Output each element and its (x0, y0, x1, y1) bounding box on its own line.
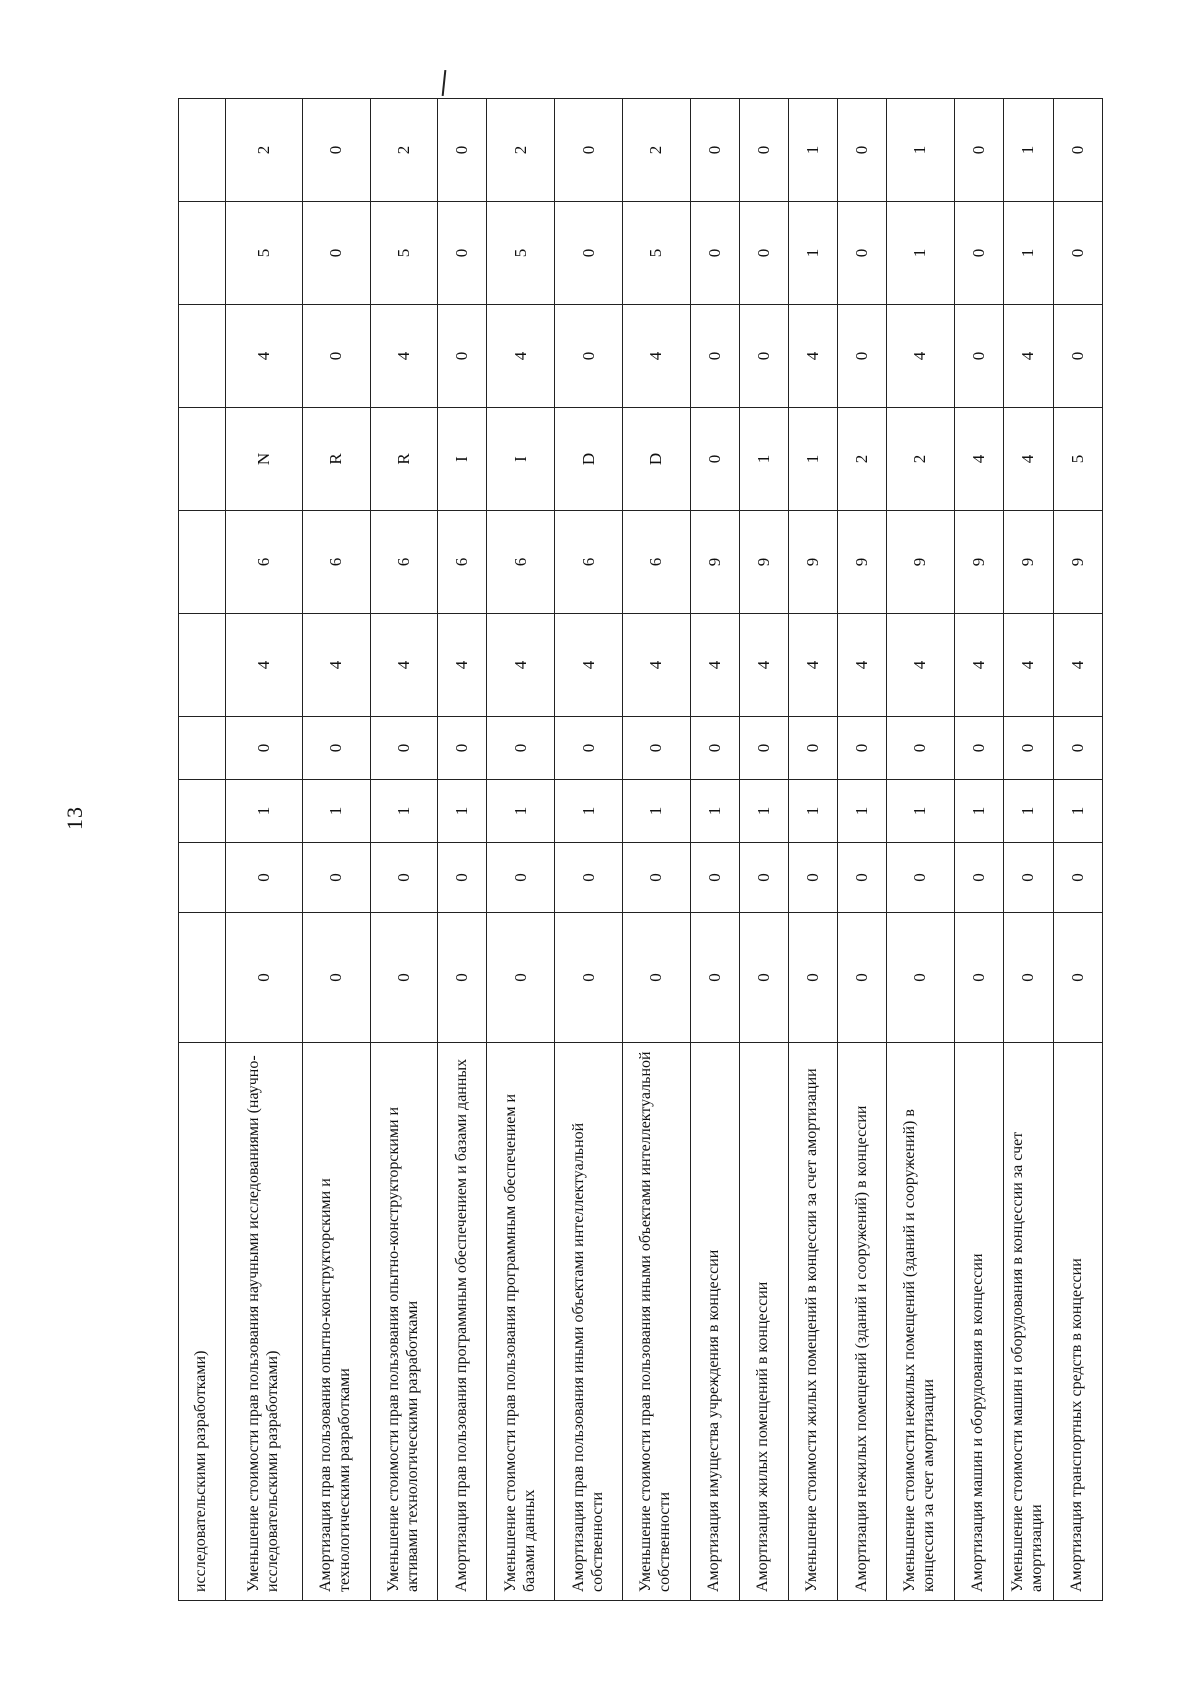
row-name-cell: Уменьшение стоимости прав пользования опытно-конструкторскими и активами технологическими разработками (370, 1043, 438, 1601)
row-name-cell: Амортизация нежилых помещений (зданий и сооружений) в концессии (837, 1043, 886, 1601)
code-cell: 1 (788, 202, 837, 305)
code-cell: 0 (837, 202, 886, 305)
table-row (886, 99, 954, 1601)
code-cell: 1 (886, 780, 954, 843)
code-cell: 0 (487, 717, 555, 780)
code-cell: 0 (622, 717, 690, 780)
table-row (739, 99, 788, 1601)
code-cell: 0 (788, 913, 837, 1043)
row-name-cell: Уменьшение стоимости прав пользования научными исследованиями (научно-исследовательскими разработками) (225, 1043, 302, 1601)
code-cell: 4 (690, 614, 739, 717)
code-cell: 2 (225, 99, 302, 202)
code-cell: 0 (1053, 843, 1102, 913)
code-cell: 1 (788, 99, 837, 202)
code-cell: 6 (302, 511, 370, 614)
code-cell: 4 (1003, 614, 1053, 717)
code-cell: 0 (788, 717, 837, 780)
code-cell: 0 (555, 99, 623, 202)
code-cell: 0 (690, 202, 739, 305)
table-row (487, 99, 555, 1601)
code-cell: 5 (225, 202, 302, 305)
code-cell: 2 (370, 99, 438, 202)
code-cell: 0 (954, 843, 1003, 913)
code-cell: 0 (1053, 717, 1102, 780)
code-cell: 1 (739, 408, 788, 511)
code-cell: 9 (1003, 511, 1053, 614)
code-cell: R (302, 408, 370, 511)
row-name-cell: Амортизация прав пользования программным обеспечением и базами данных (438, 1043, 487, 1601)
code-cell: 1 (886, 99, 954, 202)
code-cell (179, 913, 226, 1043)
code-cell: N (225, 408, 302, 511)
code-cell: 4 (886, 305, 954, 408)
code-cell (179, 511, 226, 614)
code-cell: 9 (886, 511, 954, 614)
code-cell: 4 (954, 408, 1003, 511)
code-cell: 1 (302, 780, 370, 843)
code-cell: 4 (788, 305, 837, 408)
code-cell: 0 (1003, 843, 1053, 913)
code-cell: 0 (739, 305, 788, 408)
code-cell: 9 (690, 511, 739, 614)
scan-mark (442, 70, 447, 96)
table-row (788, 99, 837, 1601)
code-cell: 0 (1003, 717, 1053, 780)
code-cell: 0 (487, 913, 555, 1043)
code-cell: 0 (555, 843, 623, 913)
code-cell: 0 (886, 913, 954, 1043)
code-cell: 0 (438, 717, 487, 780)
code-cell: 2 (487, 99, 555, 202)
code-cell: 0 (302, 305, 370, 408)
code-cell: 5 (370, 202, 438, 305)
row-name-cell: Амортизация жилых помещений в концессии (739, 1043, 788, 1601)
code-cell: 0 (739, 717, 788, 780)
code-cell: I (487, 408, 555, 511)
code-cell (179, 843, 226, 913)
code-cell: 4 (622, 614, 690, 717)
code-cell: 1 (438, 780, 487, 843)
table-row (622, 99, 690, 1601)
code-cell: 4 (225, 614, 302, 717)
code-cell: 4 (438, 614, 487, 717)
table-row (1053, 99, 1102, 1601)
code-cell: 0 (438, 913, 487, 1043)
code-cell: 9 (788, 511, 837, 614)
code-cell: 1 (1003, 780, 1053, 843)
code-cell: 0 (837, 913, 886, 1043)
code-cell: 0 (690, 305, 739, 408)
code-cell: 0 (739, 843, 788, 913)
code-cell: 4 (370, 614, 438, 717)
code-cell: 4 (739, 614, 788, 717)
code-cell: 4 (954, 614, 1003, 717)
code-cell: 0 (690, 843, 739, 913)
code-cell: 0 (690, 99, 739, 202)
code-cell (179, 305, 226, 408)
code-cell: 1 (837, 780, 886, 843)
code-cell: 0 (954, 202, 1003, 305)
code-cell: 0 (438, 99, 487, 202)
code-cell (179, 99, 226, 202)
row-name-cell: Уменьшение стоимости жилых помещений в концессии за счет амортизации (788, 1043, 837, 1601)
code-cell: 4 (1003, 305, 1053, 408)
code-cell: 1 (886, 202, 954, 305)
code-cell: 4 (225, 305, 302, 408)
code-cell: 0 (1053, 202, 1102, 305)
code-cell: 0 (788, 843, 837, 913)
code-cell: 4 (555, 614, 623, 717)
code-cell: 0 (1053, 305, 1102, 408)
row-name-cell: исследовательскими разработками) (179, 1043, 226, 1601)
document-table-container (178, 99, 1103, 1601)
code-cell: 4 (788, 614, 837, 717)
row-name-cell: Уменьшение стоимости прав пользования иными объектами интеллектуальной собственности (622, 1043, 690, 1601)
table-body (179, 99, 1103, 1601)
table-row (438, 99, 487, 1601)
code-cell: 9 (739, 511, 788, 614)
table-row (370, 99, 438, 1601)
code-cell: 0 (438, 843, 487, 913)
code-cell: D (555, 408, 623, 511)
code-cell: 4 (622, 305, 690, 408)
code-cell: 6 (487, 511, 555, 614)
code-cell: 0 (622, 843, 690, 913)
code-cell: 4 (886, 614, 954, 717)
code-cell: 6 (622, 511, 690, 614)
code-cell: 0 (555, 305, 623, 408)
code-cell: 0 (225, 913, 302, 1043)
code-cell (179, 408, 226, 511)
code-cell: 4 (837, 614, 886, 717)
code-cell: R (370, 408, 438, 511)
code-cell: 0 (837, 305, 886, 408)
code-cell: 0 (739, 913, 788, 1043)
page-number: 13 (62, 806, 87, 830)
code-cell: 0 (954, 717, 1003, 780)
code-cell: 9 (954, 511, 1003, 614)
row-name-cell: Уменьшение стоимости нежилых помещений (зданий и сооружений) в концессии за счет амортизации (886, 1043, 954, 1601)
code-cell: I (438, 408, 487, 511)
code-cell: 1 (788, 408, 837, 511)
code-cell: 9 (1053, 511, 1102, 614)
code-cell: 0 (555, 913, 623, 1043)
code-cell: 6 (555, 511, 623, 614)
code-cell: 0 (1053, 913, 1102, 1043)
code-cell: 0 (837, 843, 886, 913)
accounting-codes-table (178, 98, 1103, 1601)
table-row (954, 99, 1003, 1601)
code-cell: 0 (487, 843, 555, 913)
code-cell: 6 (225, 511, 302, 614)
code-cell: 4 (1003, 408, 1053, 511)
code-cell: 1 (225, 780, 302, 843)
code-cell: 0 (954, 913, 1003, 1043)
code-cell (179, 614, 226, 717)
row-name-cell: Амортизация транспортных средств в концессии (1053, 1043, 1102, 1601)
code-cell: 4 (302, 614, 370, 717)
code-cell: 0 (370, 717, 438, 780)
code-cell (179, 717, 226, 780)
code-cell: 0 (739, 99, 788, 202)
code-cell: 6 (370, 511, 438, 614)
code-cell: 0 (302, 913, 370, 1043)
code-cell: 0 (837, 717, 886, 780)
code-cell: 0 (954, 305, 1003, 408)
table-row (179, 99, 226, 1601)
code-cell: 0 (555, 717, 623, 780)
code-cell: 0 (225, 843, 302, 913)
code-cell: 0 (954, 99, 1003, 202)
code-cell: 1 (1003, 202, 1053, 305)
table-row (837, 99, 886, 1601)
code-cell: 6 (438, 511, 487, 614)
code-cell: 2 (622, 99, 690, 202)
row-name-cell: Уменьшение стоимости машин и оборудования в концессии за счет амортизации (1003, 1043, 1053, 1601)
code-cell: 1 (788, 780, 837, 843)
row-name-cell: Амортизация прав пользования опытно-конструкторскими и технологическими разработками (302, 1043, 370, 1601)
code-cell: 1 (555, 780, 623, 843)
code-cell: 2 (886, 408, 954, 511)
code-cell: 5 (622, 202, 690, 305)
code-cell: 0 (690, 913, 739, 1043)
code-cell: 0 (302, 99, 370, 202)
row-name-cell: Амортизация имущества учреждения в концессии (690, 1043, 739, 1601)
code-cell: 1 (370, 780, 438, 843)
code-cell: 5 (1053, 408, 1102, 511)
code-cell: 0 (622, 913, 690, 1043)
code-cell: 0 (690, 717, 739, 780)
code-cell: 4 (1053, 614, 1102, 717)
code-cell: 0 (370, 843, 438, 913)
code-cell: 0 (886, 717, 954, 780)
code-cell: 1 (1053, 780, 1102, 843)
code-cell: 0 (886, 843, 954, 913)
code-cell: 0 (739, 202, 788, 305)
code-cell: D (622, 408, 690, 511)
code-cell: 0 (1003, 913, 1053, 1043)
code-cell: 1 (1003, 99, 1053, 202)
table-row (1003, 99, 1053, 1601)
code-cell (179, 780, 226, 843)
code-cell: 0 (837, 99, 886, 202)
code-cell: 0 (302, 202, 370, 305)
code-cell: 0 (690, 408, 739, 511)
code-cell: 4 (487, 305, 555, 408)
code-cell: 4 (370, 305, 438, 408)
table-row (690, 99, 739, 1601)
code-cell: 5 (487, 202, 555, 305)
code-cell: 0 (225, 717, 302, 780)
code-cell: 4 (487, 614, 555, 717)
code-cell: 1 (739, 780, 788, 843)
code-cell (179, 202, 226, 305)
code-cell: 1 (622, 780, 690, 843)
table-row (225, 99, 302, 1601)
code-cell: 1 (487, 780, 555, 843)
code-cell: 0 (302, 717, 370, 780)
code-cell: 2 (837, 408, 886, 511)
code-cell: 1 (954, 780, 1003, 843)
table-row (555, 99, 623, 1601)
code-cell: 0 (555, 202, 623, 305)
code-cell: 0 (370, 913, 438, 1043)
code-cell: 9 (837, 511, 886, 614)
row-name-cell: Амортизация прав пользования иными объектами интеллектуальной собственности (555, 1043, 623, 1601)
row-name-cell: Уменьшение стоимости прав пользования программным обеспечением и базами данных (487, 1043, 555, 1601)
row-name-cell: Амортизация машин и оборудования в концессии (954, 1043, 1003, 1601)
code-cell: 0 (1053, 99, 1102, 202)
code-cell: 0 (438, 202, 487, 305)
code-cell: 0 (302, 843, 370, 913)
table-row (302, 99, 370, 1601)
code-cell: 1 (690, 780, 739, 843)
code-cell: 0 (438, 305, 487, 408)
